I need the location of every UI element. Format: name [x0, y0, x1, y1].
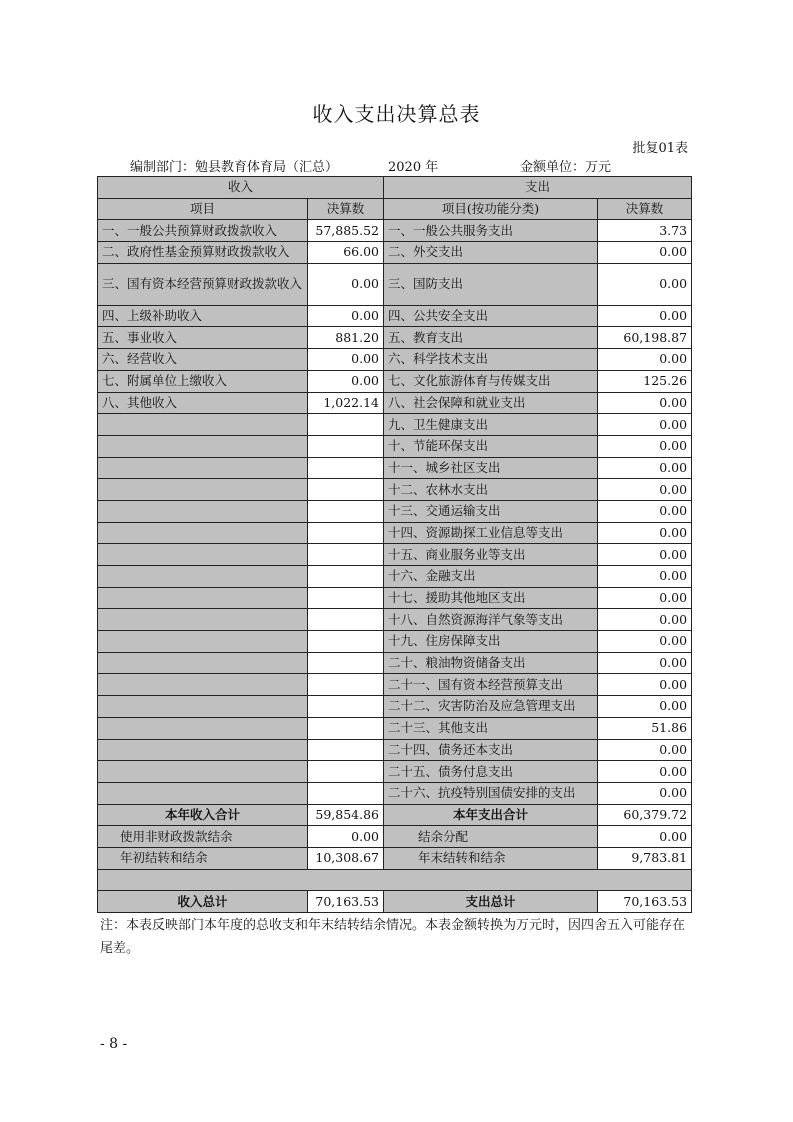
table-row: [98, 305, 692, 327]
expense-item: 二十、粮油物资储备支出: [384, 652, 598, 674]
income-expense-table: [97, 176, 692, 913]
page-number: - 8 -: [100, 1036, 128, 1052]
income-amount: [308, 457, 384, 479]
summary-expense-amount: 0.00: [598, 826, 692, 848]
expense-amount: 0.00: [598, 435, 692, 457]
income-amount: [308, 761, 384, 783]
summary-row: [98, 847, 692, 869]
expense-amount: 0.00: [598, 242, 692, 264]
expense-amount: 0.00: [598, 566, 692, 588]
expense-item-header: 项目(按功能分类): [384, 198, 598, 220]
expense-item: 十四、资源勘探工业信息等支出: [384, 522, 598, 544]
income-item: [98, 652, 308, 674]
income-item: [98, 435, 308, 457]
income-item: [98, 674, 308, 696]
expense-amount: 0.00: [598, 609, 692, 631]
summary-income-item: 使用非财政拨款结余: [98, 826, 308, 848]
income-item: [98, 587, 308, 609]
income-amount: 0.00: [308, 263, 384, 305]
income-amount: 0.00: [308, 349, 384, 371]
income-item: 二、政府性基金预算财政拨款收入: [98, 242, 308, 264]
page-title: 收入支出决算总表: [312, 102, 481, 126]
footnote: 注：本表反映部门本年度的总收支和年末结转结余情况。本表金额转换为万元时，因四舍五入可能存在尾差。: [100, 918, 686, 956]
summary-income-item: 年初结转和结余: [98, 847, 308, 869]
income-amount: [308, 652, 384, 674]
year: 2020 年: [388, 160, 439, 175]
blank-cell: [98, 869, 692, 891]
income-item: 六、经营收入: [98, 349, 308, 371]
table-row: [98, 263, 692, 305]
section-header-row: [98, 177, 692, 199]
expense-item: 六、科学技术支出: [384, 349, 598, 371]
department: 编制部门：勉县教育体育局（汇总）: [130, 160, 339, 175]
income-amount-header: 决算数: [308, 198, 384, 220]
income-amount: [308, 522, 384, 544]
expense-amount: 0.00: [598, 782, 692, 804]
income-item: [98, 782, 308, 804]
table-row: [98, 631, 692, 653]
expense-amount: 0.00: [598, 500, 692, 522]
expense-amount: 0.00: [598, 674, 692, 696]
income-total-label: 收入总计: [98, 891, 308, 913]
summary-expense-item: 年末结转和结余: [384, 847, 598, 869]
expense-item: 十九、住房保障支出: [384, 631, 598, 653]
income-item: [98, 631, 308, 653]
table-row: [98, 392, 692, 414]
income-item-header: 项目: [98, 198, 308, 220]
expense-item: 十、节能环保支出: [384, 435, 598, 457]
expense-amount-header: 决算数: [598, 198, 692, 220]
table-row: [98, 782, 692, 804]
summary-row: [98, 804, 692, 826]
expense-item: 二十六、抗疫特别国债安排的支出: [384, 782, 598, 804]
expense-item: 十二、农林水支出: [384, 479, 598, 501]
expense-amount: 0.00: [598, 696, 692, 718]
income-amount: [308, 717, 384, 739]
expense-amount: 125.26: [598, 370, 692, 392]
income-amount: [308, 566, 384, 588]
table-row: [98, 327, 692, 349]
income-amount: 66.00: [308, 242, 384, 264]
summary-expense-amount: 60,379.72: [598, 804, 692, 826]
expense-amount: 0.00: [598, 761, 692, 783]
income-item: [98, 717, 308, 739]
expense-amount: 3.73: [598, 220, 692, 242]
summary-expense-item: 本年支出合计: [384, 804, 598, 826]
income-item: 八、其他收入: [98, 392, 308, 414]
income-amount: [308, 435, 384, 457]
summary-expense-item: 结余分配: [384, 826, 598, 848]
expense-amount: 0.00: [598, 522, 692, 544]
table-row: [98, 587, 692, 609]
summary-row: [98, 826, 692, 848]
expense-item: 七、文化旅游体育与传媒支出: [384, 370, 598, 392]
expense-item: 二十二、灾害防治及应急管理支出: [384, 696, 598, 718]
table-row: [98, 674, 692, 696]
expense-amount: 0.00: [598, 739, 692, 761]
table-row: [98, 609, 692, 631]
income-total-amount: 70,163.53: [308, 891, 384, 913]
blank-row: [98, 869, 692, 891]
expense-header: 支出: [384, 177, 692, 199]
expense-item: 一、一般公共服务支出: [384, 220, 598, 242]
table-row: [98, 522, 692, 544]
income-amount: [308, 631, 384, 653]
table-row: [98, 652, 692, 674]
expense-item: 二十一、国有资本经营预算支出: [384, 674, 598, 696]
expense-item: 十七、援助其他地区支出: [384, 587, 598, 609]
table-row: [98, 457, 692, 479]
income-amount: [308, 587, 384, 609]
income-item: [98, 500, 308, 522]
expense-amount: 51.86: [598, 717, 692, 739]
expense-amount: 0.00: [598, 544, 692, 566]
expense-amount: 0.00: [598, 631, 692, 653]
table-row: [98, 544, 692, 566]
table-row: [98, 349, 692, 371]
expense-amount: 0.00: [598, 349, 692, 371]
income-amount: [308, 609, 384, 631]
expense-item: 二、外交支出: [384, 242, 598, 264]
income-item: 一、一般公共预算财政拨款收入: [98, 220, 308, 242]
income-amount: 1,022.14: [308, 392, 384, 414]
expense-item: 十三、交通运输支出: [384, 500, 598, 522]
income-amount: [308, 739, 384, 761]
income-item: [98, 566, 308, 588]
table-row: [98, 717, 692, 739]
expense-item: 二十三、其他支出: [384, 717, 598, 739]
income-amount: [308, 674, 384, 696]
summary-income-item: 本年收入合计: [98, 804, 308, 826]
table-row: [98, 370, 692, 392]
summary-income-amount: 0.00: [308, 826, 384, 848]
expense-item: 十六、金融支出: [384, 566, 598, 588]
income-item: 七、附属单位上缴收入: [98, 370, 308, 392]
income-amount: [308, 696, 384, 718]
totals-row: [98, 891, 692, 913]
expense-item: 二十五、债务付息支出: [384, 761, 598, 783]
income-item: [98, 479, 308, 501]
income-amount: 0.00: [308, 305, 384, 327]
income-amount: [308, 500, 384, 522]
income-amount: 881.20: [308, 327, 384, 349]
income-item: [98, 457, 308, 479]
expense-amount: 0.00: [598, 457, 692, 479]
income-item: [98, 761, 308, 783]
table-row: [98, 220, 692, 242]
expense-amount: 0.00: [598, 652, 692, 674]
expense-item: 四、公共安全支出: [384, 305, 598, 327]
expense-amount: 60,198.87: [598, 327, 692, 349]
income-amount: [308, 414, 384, 436]
expense-amount: 0.00: [598, 263, 692, 305]
expense-amount: 0.00: [598, 479, 692, 501]
income-item: 四、上级补助收入: [98, 305, 308, 327]
income-amount: [308, 782, 384, 804]
expense-total-amount: 70,163.53: [598, 891, 692, 913]
expense-amount: 0.00: [598, 414, 692, 436]
expense-item: 八、社会保障和就业支出: [384, 392, 598, 414]
table-row: [98, 414, 692, 436]
summary-income-amount: 59,854.86: [308, 804, 384, 826]
expense-item: 二十四、债务还本支出: [384, 739, 598, 761]
expense-amount: 0.00: [598, 305, 692, 327]
expense-item: 五、教育支出: [384, 327, 598, 349]
income-item: [98, 696, 308, 718]
summary-income-amount: 10,308.67: [308, 847, 384, 869]
expense-item: 十一、城乡社区支出: [384, 457, 598, 479]
income-amount: [308, 479, 384, 501]
income-item: [98, 414, 308, 436]
table-row: [98, 761, 692, 783]
table-row: [98, 479, 692, 501]
summary-expense-amount: 9,783.81: [598, 847, 692, 869]
expense-item: 九、卫生健康支出: [384, 414, 598, 436]
expense-total-label: 支出总计: [384, 891, 598, 913]
income-amount: 57,885.52: [308, 220, 384, 242]
income-header: 收入: [98, 177, 384, 199]
expense-amount: 0.00: [598, 587, 692, 609]
expense-item: 十八、自然资源海洋气象等支出: [384, 609, 598, 631]
income-amount: 0.00: [308, 370, 384, 392]
form-number: 批复01表: [632, 141, 688, 156]
income-item: [98, 609, 308, 631]
table-row: [98, 435, 692, 457]
table-row: [98, 566, 692, 588]
table-row: [98, 242, 692, 264]
income-item: [98, 739, 308, 761]
expense-amount: 0.00: [598, 392, 692, 414]
income-item: [98, 544, 308, 566]
table-row: [98, 696, 692, 718]
expense-item: 十五、商业服务业等支出: [384, 544, 598, 566]
expense-item: 三、国防支出: [384, 263, 598, 305]
income-amount: [308, 544, 384, 566]
table-row: [98, 739, 692, 761]
income-item: [98, 522, 308, 544]
column-header-row: [98, 198, 692, 220]
income-item: 三、国有资本经营预算财政拨款收入: [98, 263, 308, 305]
income-item: 五、事业收入: [98, 327, 308, 349]
table-row: [98, 500, 692, 522]
unit: 金额单位：万元: [520, 160, 612, 175]
